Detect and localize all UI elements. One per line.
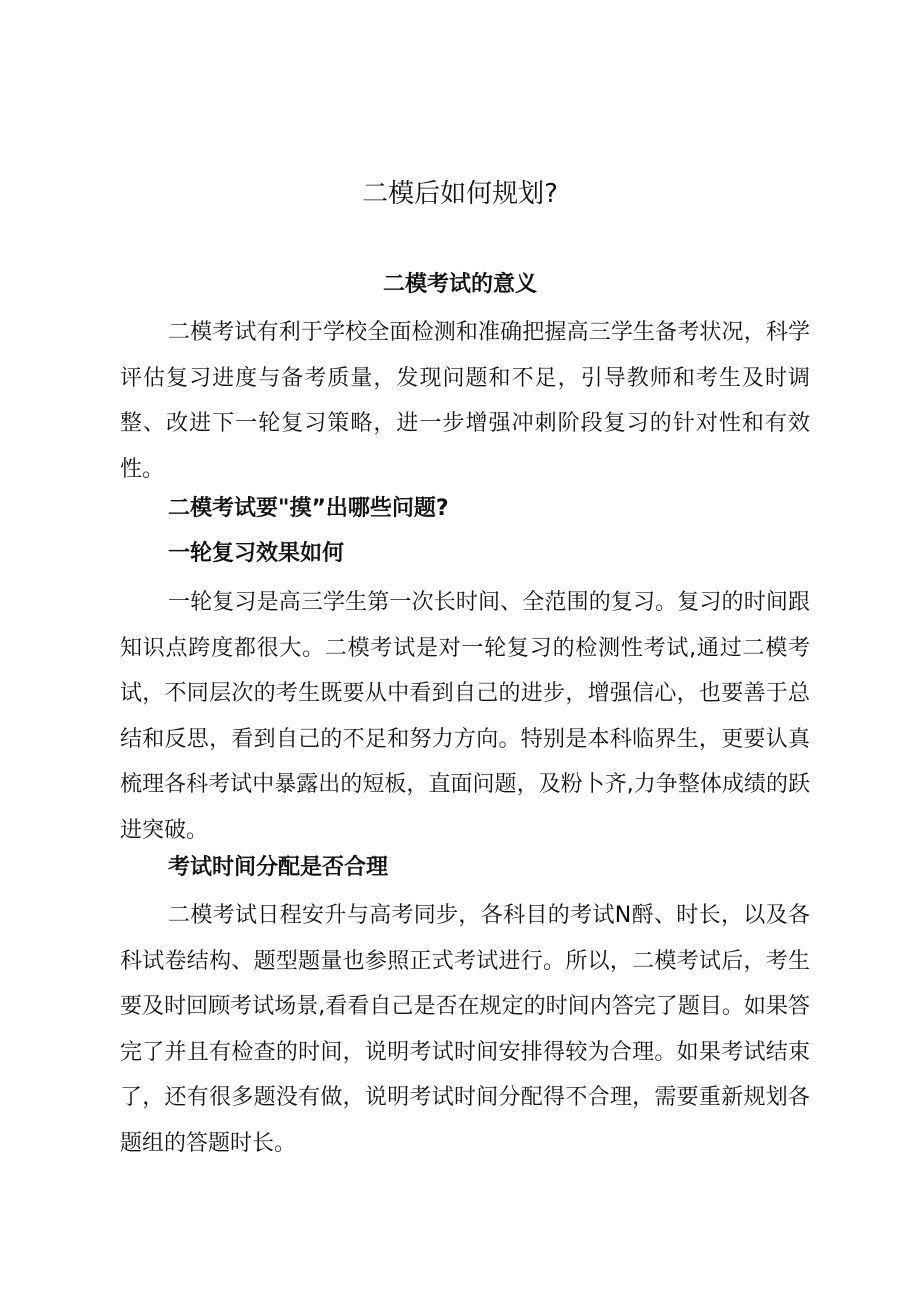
section-heading-problems: 二模考试要"摸”出哪些问题? xyxy=(168,496,449,521)
subheading-first-review: 一轮复习效果如何 xyxy=(168,541,345,566)
section-heading-significance: 二模考试的意义 xyxy=(382,272,537,297)
page-title: 二模后如何规划? xyxy=(362,179,558,209)
paragraph-time-allocation: 二模考试日程安升与高考同步，各科目的考试N酹、时长，以及各科试卷结构、题型题量也参照正式考试进行。所以，二模考试后，考生要及时回顾考试场景,看看自己是否在规定的时间内答完了题目。如果答完了并且有检查的时间，说明考试时间安排得较为合理。如果考试结束了，还有很多题没有做，说明考试时间分配得不合理，需要重新规划各题组的答题时长。 xyxy=(120,903,810,1156)
subheading-time-allocation: 考试时间分配是否合理 xyxy=(168,855,389,880)
paragraph-significance: 二模考试有利于学校全面检测和准确把握高三学生备考状况，科学评估复习进度与备考质量，发现问题和不足，引导教师和考生及时调整、改进下一轮复习策略，进一步增强冲刺阶段复习的针对性和有效性。 xyxy=(120,320,810,482)
paragraph-first-review: 一轮复习是高三学生第一次长时间、全范围的复习。复习的时间跟知识点跨度都很大。二模考试是对一轮复习的检测性考试,通过二模考试，不同层次的考生既要从中看到自己的进步，增强信心，也要善于总结和反思，看到自己的不足和努力方向。特别是本科临界生，更要认真梳理各科考试中暴露出的短板，直面问题，及粉卜齐,力争整体成绩的跃进突破。 xyxy=(120,590,810,843)
